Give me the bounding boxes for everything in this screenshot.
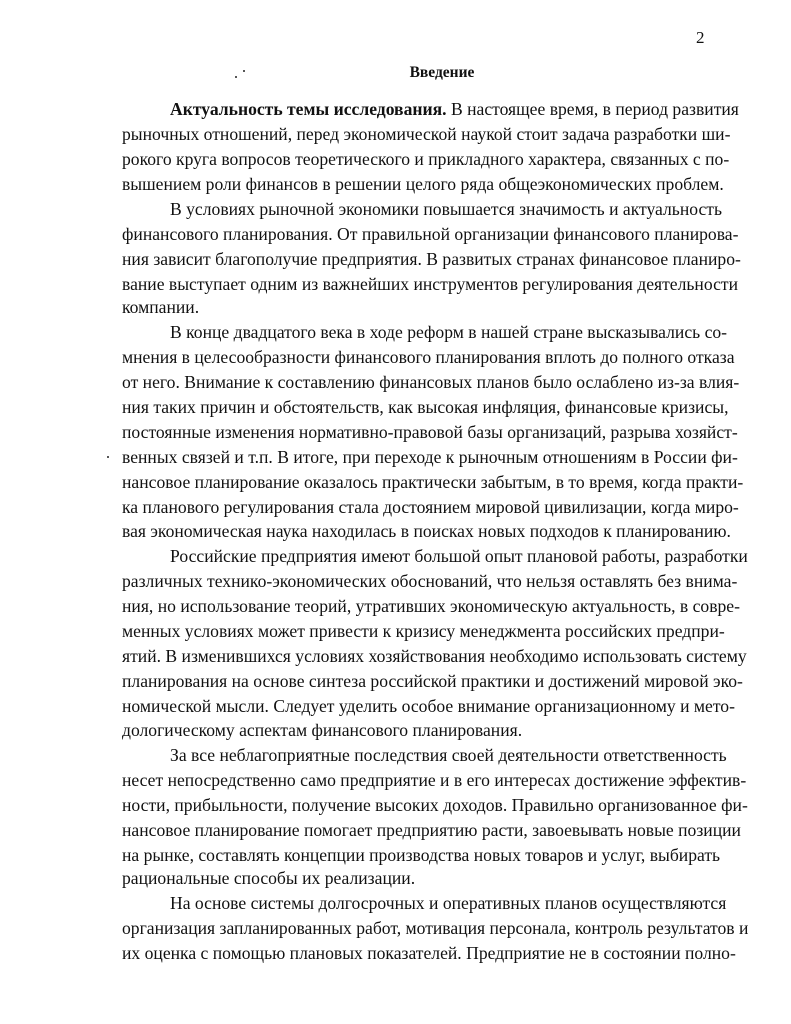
text-line: На основе системы долгосрочных и оперативных планов осуществляются <box>170 893 727 913</box>
text-line: от него. Внимание к составлению финансовых планов было ослаблено из-за влия- <box>122 372 740 392</box>
text-line: ности, прибыльности, получение высоких доходов. Правильно организованное фи- <box>122 795 748 815</box>
text-line <box>170 98 739 120</box>
page-heading: Введение <box>409 64 475 81</box>
text-line: За все неблагоприятные последствия своей деятельности ответственность <box>170 745 727 765</box>
text-line: дологическому аспектам финансового планирования. <box>122 720 523 740</box>
text-line: нансовое планирование помогает предприятию расти, завоевывать новые позиции <box>122 820 741 840</box>
text-line: ка планового регулирования стала достоянием мировой цивилизации, когда миро- <box>122 497 739 517</box>
text-line: вышением роли финансов в решении целого ряда общеэкономических проблем. <box>122 174 724 194</box>
text-line: различных технико-экономических обоснований, что нельзя оставлять без внима- <box>122 571 738 591</box>
text-line: В условиях рыночной экономики повышается значимость и актуальность <box>170 199 722 219</box>
text-line: рокого круга вопросов теоретического и прикладного характера, связанных с по- <box>122 149 730 169</box>
text-line: менных условиях может привести к кризису менеджмента российских предпри- <box>122 621 725 641</box>
text-line-content: В настоящее время, в период развития <box>446 99 739 119</box>
text-line: ния зависит благополучие предприятия. В развитых странах финансовое планиро- <box>122 249 741 269</box>
text-line: их оценка с помощью плановых показателей. Предприятие не в состоянии полно- <box>122 943 736 963</box>
text-line: вая экономическая наука находилась в поисках новых подходов к планированию. <box>122 521 731 541</box>
scan-speck <box>107 456 109 458</box>
text-line: Российские предприятия имеют большой опыт плановой работы, разработки <box>170 546 748 566</box>
text-line: постоянные изменения нормативно-правовой базы организаций, разрыва хозяйст- <box>122 422 738 442</box>
text-line: ния, но использование теорий, утративших экономическую актуальность, в совре- <box>122 596 740 616</box>
text-line: венных связей и т.п. В итоге, при переходе к рыночным отношениям в России фи- <box>122 447 738 467</box>
text-line: мнения в целесообразности финансового планирования вплоть до полного отказа <box>122 347 735 367</box>
page-number: 2 <box>696 28 705 47</box>
text-line: вание выступает одним из важнейших инструментов регулирования деятельности <box>122 274 738 294</box>
text-line: ния таких причин и обстоятельств, как высокая инфляция, финансовые кризисы, <box>122 397 729 417</box>
text-line: компании. <box>122 297 200 317</box>
text-line: на рынке, составлять концепции производства новых товаров и услуг, выбирать <box>122 845 721 865</box>
text-line: номической мысли. Следует уделить особое внимание организационному и мето- <box>122 696 735 716</box>
text-line: организация запланированных работ, мотивация персонала, контроль результатов и <box>122 918 749 938</box>
text-line: нансовое планирование оказалось практически забытым, в то время, когда практи- <box>122 472 744 492</box>
text-line: В конце двадцатого века в ходе реформ в нашей стране высказывались со- <box>170 322 728 342</box>
text-line: финансового планирования. От правильной организации финансового планирова- <box>122 224 739 244</box>
text-line: рыночных отношений, перед экономической наукой стоит задача разработки ши- <box>122 124 731 144</box>
topic-relevance-label: Актуальность темы исследования. <box>170 99 447 119</box>
text-line: планирования на основе синтеза российской практики и достижений мировой эко- <box>122 671 743 691</box>
text-line: рациональные способы их реализации. <box>122 868 416 888</box>
text-line: несет непосредственно само предприятие и в его интересах достижение эффектив- <box>122 770 747 790</box>
text-line: ятий. В изменившихся условиях хозяйствования необходимо использовать систему <box>122 646 747 666</box>
